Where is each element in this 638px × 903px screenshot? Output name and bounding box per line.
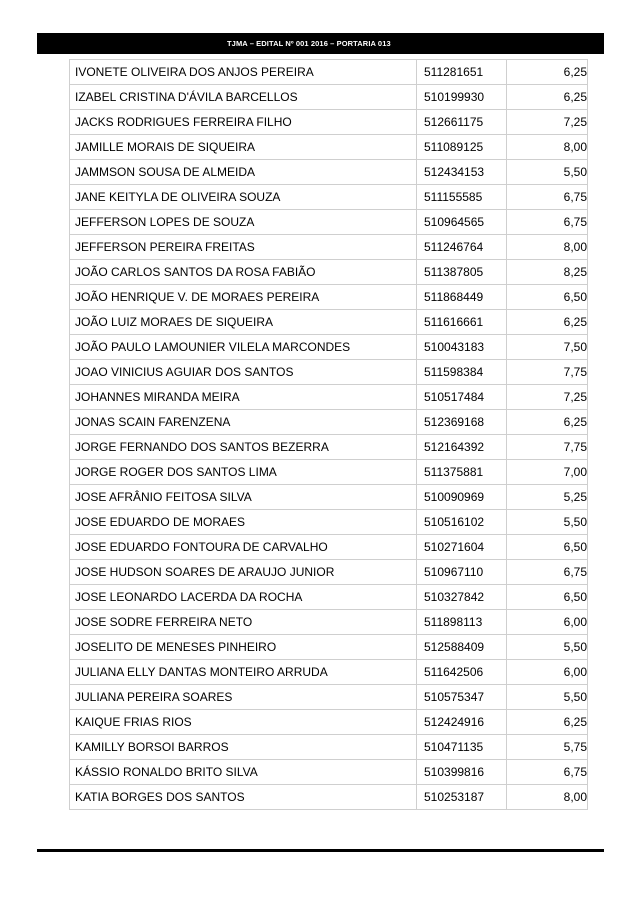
document-header-bar <box>37 33 604 54</box>
registration-number-cell: 510399816 <box>417 760 507 785</box>
grade-cell: 8,00 <box>507 785 588 810</box>
grade-cell: 5,25 <box>507 485 588 510</box>
registration-number-cell: 512164392 <box>417 435 507 460</box>
candidate-name-cell: JEFFERSON PEREIRA FREITAS <box>70 235 417 260</box>
registration-number-cell: 511246764 <box>417 235 507 260</box>
registration-number-cell: 510516102 <box>417 510 507 535</box>
registration-number-cell: 511387805 <box>417 260 507 285</box>
candidate-name-cell: JOSE EDUARDO FONTOURA DE CARVALHO <box>70 535 417 560</box>
candidate-name-cell: JOHANNES MIRANDA MEIRA <box>70 385 417 410</box>
document-header-title: TJMA – EDITAL Nº 001 2016 – PORTARIA 013 <box>227 39 391 48</box>
registration-number-cell: 510271604 <box>417 535 507 560</box>
grade-cell: 6,50 <box>507 585 588 610</box>
candidate-name-cell: JAMILLE MORAIS DE SIQUEIRA <box>70 135 417 160</box>
candidate-name-cell: JOÃO LUIZ MORAES DE SIQUEIRA <box>70 310 417 335</box>
table-row <box>70 610 588 635</box>
footer-rule <box>37 849 604 852</box>
registration-number-cell: 511868449 <box>417 285 507 310</box>
grade-cell: 6,25 <box>507 410 588 435</box>
grade-cell: 6,25 <box>507 310 588 335</box>
table-row <box>70 285 588 310</box>
table-row <box>70 110 588 135</box>
table-row <box>70 60 588 85</box>
registration-number-cell: 510090969 <box>417 485 507 510</box>
table-row <box>70 735 588 760</box>
registration-number-cell: 510327842 <box>417 585 507 610</box>
table-row <box>70 685 588 710</box>
registration-number-cell: 511089125 <box>417 135 507 160</box>
candidate-name-cell: JEFFERSON LOPES DE SOUZA <box>70 210 417 235</box>
table-row <box>70 585 588 610</box>
table-row <box>70 660 588 685</box>
candidate-name-cell: KATIA BORGES DOS SANTOS <box>70 785 417 810</box>
table-row <box>70 710 588 735</box>
candidate-name-cell: JOSE EDUARDO DE MORAES <box>70 510 417 535</box>
grade-cell: 7,75 <box>507 435 588 460</box>
candidate-name-cell: JOÃO PAULO LAMOUNIER VILELA MARCONDES <box>70 335 417 360</box>
candidate-name-cell: JOÃO CARLOS SANTOS DA ROSA FABIÃO <box>70 260 417 285</box>
registration-number-cell: 511616661 <box>417 310 507 335</box>
registration-number-cell: 511598384 <box>417 360 507 385</box>
grade-cell: 7,75 <box>507 360 588 385</box>
registration-number-cell: 511898113 <box>417 610 507 635</box>
table-row <box>70 785 588 810</box>
grade-cell: 7,00 <box>507 460 588 485</box>
candidate-name-cell: JORGE FERNANDO DOS SANTOS BEZERRA <box>70 435 417 460</box>
table-row <box>70 535 588 560</box>
grade-cell: 5,50 <box>507 635 588 660</box>
table-row <box>70 485 588 510</box>
grade-cell: 8,00 <box>507 235 588 260</box>
table-row <box>70 85 588 110</box>
table-row <box>70 460 588 485</box>
registration-number-cell: 511281651 <box>417 60 507 85</box>
registration-number-cell: 512661175 <box>417 110 507 135</box>
table-row <box>70 260 588 285</box>
candidate-name-cell: JOSE LEONARDO LACERDA DA ROCHA <box>70 585 417 610</box>
grade-cell: 7,25 <box>507 110 588 135</box>
table-row <box>70 510 588 535</box>
registration-number-cell: 511155585 <box>417 185 507 210</box>
results-table <box>69 59 588 810</box>
grade-cell: 6,75 <box>507 210 588 235</box>
grade-cell: 7,50 <box>507 335 588 360</box>
table-row <box>70 310 588 335</box>
registration-number-cell: 512369168 <box>417 410 507 435</box>
registration-number-cell: 510253187 <box>417 785 507 810</box>
candidate-name-cell: JANE KEITYLA DE OLIVEIRA SOUZA <box>70 185 417 210</box>
grade-cell: 6,25 <box>507 60 588 85</box>
registration-number-cell: 511642506 <box>417 660 507 685</box>
table-row <box>70 185 588 210</box>
candidate-name-cell: JOSE HUDSON SOARES DE ARAUJO JUNIOR <box>70 560 417 585</box>
grade-cell: 6,00 <box>507 610 588 635</box>
registration-number-cell: 512424916 <box>417 710 507 735</box>
candidate-name-cell: JULIANA ELLY DANTAS MONTEIRO ARRUDA <box>70 660 417 685</box>
table-row <box>70 135 588 160</box>
table-row <box>70 160 588 185</box>
table-row <box>70 635 588 660</box>
grade-cell: 6,25 <box>507 710 588 735</box>
results-table-body <box>70 60 588 810</box>
table-row <box>70 335 588 360</box>
grade-cell: 5,50 <box>507 510 588 535</box>
table-row <box>70 435 588 460</box>
grade-cell: 6,75 <box>507 760 588 785</box>
candidate-name-cell: JOÃO HENRIQUE V. DE MORAES PEREIRA <box>70 285 417 310</box>
candidate-name-cell: KAIQUE FRIAS RIOS <box>70 710 417 735</box>
candidate-name-cell: JOSE AFRÂNIO FEITOSA SILVA <box>70 485 417 510</box>
grade-cell: 6,25 <box>507 85 588 110</box>
table-row <box>70 385 588 410</box>
registration-number-cell: 510199930 <box>417 85 507 110</box>
grade-cell: 6,50 <box>507 535 588 560</box>
grade-cell: 8,25 <box>507 260 588 285</box>
table-row <box>70 360 588 385</box>
candidate-name-cell: JONAS SCAIN FARENZENA <box>70 410 417 435</box>
candidate-name-cell: IVONETE OLIVEIRA DOS ANJOS PEREIRA <box>70 60 417 85</box>
registration-number-cell: 510575347 <box>417 685 507 710</box>
candidate-name-cell: JAMMSON SOUSA DE ALMEIDA <box>70 160 417 185</box>
candidate-name-cell: IZABEL CRISTINA D'ÁVILA BARCELLOS <box>70 85 417 110</box>
registration-number-cell: 510043183 <box>417 335 507 360</box>
grade-cell: 6,00 <box>507 660 588 685</box>
candidate-name-cell: JOSE SODRE FERREIRA NETO <box>70 610 417 635</box>
grade-cell: 6,50 <box>507 285 588 310</box>
table-row <box>70 560 588 585</box>
registration-number-cell: 511375881 <box>417 460 507 485</box>
registration-number-cell: 510967110 <box>417 560 507 585</box>
table-row <box>70 760 588 785</box>
candidate-name-cell: KÁSSIO RONALDO BRITO SILVA <box>70 760 417 785</box>
registration-number-cell: 512588409 <box>417 635 507 660</box>
grade-cell: 5,75 <box>507 735 588 760</box>
table-row <box>70 410 588 435</box>
candidate-name-cell: JOSELITO DE MENESES PINHEIRO <box>70 635 417 660</box>
candidate-name-cell: KAMILLY BORSOI BARROS <box>70 735 417 760</box>
grade-cell: 8,00 <box>507 135 588 160</box>
candidate-name-cell: JULIANA PEREIRA SOARES <box>70 685 417 710</box>
registration-number-cell: 510471135 <box>417 735 507 760</box>
grade-cell: 6,75 <box>507 560 588 585</box>
candidate-name-cell: JORGE ROGER DOS SANTOS LIMA <box>70 460 417 485</box>
candidate-name-cell: JACKS RODRIGUES FERREIRA FILHO <box>70 110 417 135</box>
grade-cell: 5,50 <box>507 160 588 185</box>
grade-cell: 6,75 <box>507 185 588 210</box>
registration-number-cell: 512434153 <box>417 160 507 185</box>
registration-number-cell: 510964565 <box>417 210 507 235</box>
registration-number-cell: 510517484 <box>417 385 507 410</box>
table-row <box>70 235 588 260</box>
grade-cell: 5,50 <box>507 685 588 710</box>
grade-cell: 7,25 <box>507 385 588 410</box>
table-row <box>70 210 588 235</box>
candidate-name-cell: JOAO VINICIUS AGUIAR DOS SANTOS <box>70 360 417 385</box>
